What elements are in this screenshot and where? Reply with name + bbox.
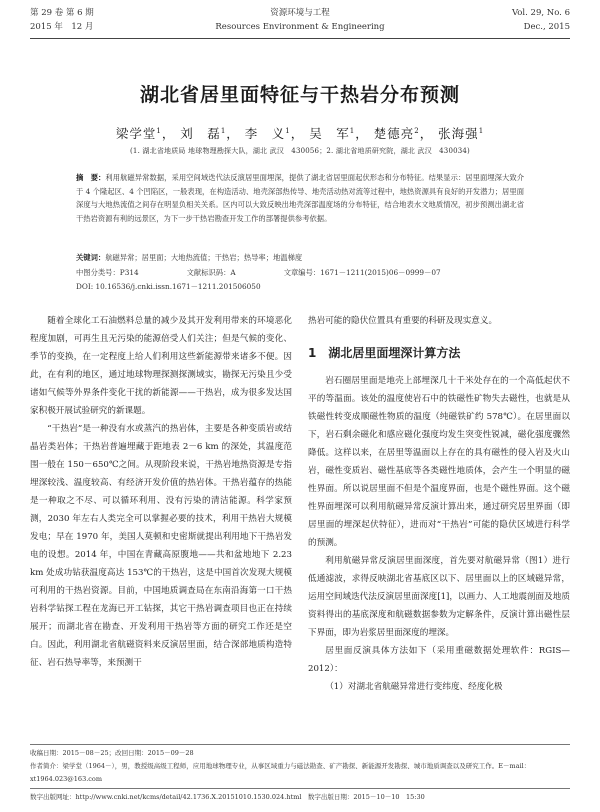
abstract-label: 摘 要： (76, 173, 106, 182)
author-affiliation-mark: 1 (349, 126, 356, 135)
author-affiliation-mark: 1 (156, 126, 162, 135)
author-affiliation-mark: 1 (285, 126, 291, 135)
abstract (76, 171, 524, 225)
doi: DOI: 10.16536/j.cnki.issn.1671－1211.201506050 (76, 282, 261, 291)
abstract-text: 利用航磁异常数据，采用空间域迭代法反演居里面埋深，提供了湖北省居里面起伏形态和分布特征。结果显示：居里面埋深大致介于 4 个隆起区、4 个凹陷区，一般表现，在构造活动、地壳深部热传导、地壳活动热对流等过程中，地热资源具有良好的开发潜力；居里面深度与大地热流值之间存在明显负相关关系。区内可以大致反映出地壳深部温度场的分布特征，结合地表水文地质情况，初步预测出湖北省干热岩资源有利的远景区，为下一步干热岩勘查开发工作的部署提供参考依据。 (76, 173, 525, 223)
author-bio: 作者简介：梁学堂（1964－），男，教授级高级工程师，应用地球物理专业，从事区域重力与磁法勘查、矿产勘探、新能源开发勘探、城市地质调查以及研究工作。E－mail：xt1964.023@163.com (30, 762, 531, 783)
footnotes (30, 744, 570, 804)
author-list: 梁学堂$^1$， 刘 磊$^1$， 李 义$^1$， 吴 军$^1$， 楚德亮$^2$， 张海强$^1$ (115, 126, 485, 141)
cnki-info: 数字出版网址：http://www.cnki.net/kcms/detail/42.1736.X.20151010.1530.024.html 数字出版日期：2015－10－10 15:30 (30, 788, 570, 804)
author-name: 刘 磊 (180, 126, 221, 141)
body-paragraph: 利用航磁异常反演居里面深度，首先要对航磁异常（图1）进行低通滤波，求得反映湖北省基底区以下、居里面以上的区域磁异常，运用空间域迭代法反演居里面深度[1]，以画力、人工地震剖面及地质资料得出的基底深度和航磁数据参数为定解条件，反演计算出磁性层下界面，即为岩浆居里面深度的埋深。 (308, 556, 570, 638)
keywords (76, 253, 524, 263)
author-affiliation-mark: 1 (220, 126, 227, 135)
author-name: 张海强 (438, 126, 479, 141)
body-paragraph: （1）对湖北省航磁异常进行变纬度、经度化极 (325, 682, 503, 692)
body-paragraph-continued: 热岩可能的隐伏位置具有重要的科研及现实意义。 (308, 316, 498, 326)
body-paragraph: 随着全球化工石油燃料总量的减少及其开发利用带来的环境恶化程度加剧，可再生且无污染的能源倍受人们关注；但是气候的变化、季节的变换，在一定程度上给人们利用这些新能源带来诸多不便。因此，在有利的地区，通过地球物理探测探测域实，勘探无污染且少受诸如气候等外界条件变化干扰的新能源——干热岩，成为很多发达国家积极开展试验研究的新课题。 (30, 316, 292, 416)
article-meta (76, 268, 524, 278)
article-number: 文章编号：1671－1211(2015)06－0999－07 (283, 268, 441, 277)
body-paragraph: 居里面反演具体方法如下（采用重磁数据处理软件：RGIS—2012）： (308, 646, 570, 674)
body-paragraph: 岩石圈居里面是地壳上部埋深几十千米处存在的一个高低起伏不平的等温面。该处的温度使岩石中的铁磁性矿物失去磁性，也就是从铁磁性转变成顺磁性物质的温度（纯磁铁矿约 578℃）。在居里面以下，岩石剩余磁化和感应磁化强度均发生突变性锐减，磁化强度骤然降低。这样以来，在居里等温面以上存在的具有磁性的侵入岩及火山岩，磁性变质岩、磁性基底等各类磁性地质体，会产生一个明显的磁性界面。所以说居里面不但是个温度界面，也是个磁性界面。这个磁性界面埋深可以利用航磁异常反演计算出来，通过研究居里界面（即居里面的埋深起伏特征），进而对“干热岩”可能的隐伏区域进行科学的预测。 (308, 376, 570, 548)
volume-en: Vol. 29, No. 6 (511, 8, 570, 18)
author-name: 李 义 (244, 126, 286, 141)
body-paragraph: “干热岩”是一种没有水或蒸汽的热岩体，主要是各种变质岩或结晶岩类岩体；干热岩普遍埋藏于距地表 2－6 km 的深处，其温度范围一般在 150－650℃之间。从现阶段来说，干热岩地热资源是专指埋深较浅、温度较高、有经济开发价值的热岩体。干热岩蕴存的热能是一种取之不尽、可以循环利用、没有污染的清洁能源。科学家预测，2030 年左右人类完全可以掌握必要的技术，利用干热岩大规模发电；早在 1970 年，美国人莫顿和史密斯就提出利用地下干热岩发电的设想。2014 年，中国在青藏高原腹地——共和盆地地下 2.23 km 处成功钻获温度高达 153℃的干热岩，这是中国首次发现大规模可利用的干热岩资源。目前，中国地质调查局在东南沿海第一口干热岩科学钻探工程在龙海已开工钻探，其它干热岩调查项目也正在持续展开；而湖北省在勘查、开发利用干热岩等方面的研究工作还是空白。因此，利用湖北省航磁资料来反演居里面，结合深部地质构造特征、岩石热导率等，来预测干 (30, 424, 292, 668)
author-affiliation-mark: 1 (478, 126, 485, 135)
date-cn: 2015 年 12 月 (30, 22, 94, 32)
volume-cn: 第 29 卷 第 6 期 (30, 8, 94, 18)
author-name: 楚德亮 (373, 126, 415, 141)
header-divider (30, 38, 570, 39)
keywords-text: 航磁异常；居里面；大地热流值；干热岩；热导率；地温梯度 (105, 253, 303, 262)
document-code: 文献标识码：A (186, 268, 236, 277)
author-affiliation-mark: 2 (414, 126, 420, 135)
affiliation: (1. 湖北省地质局 地球物理勘探大队，湖北 武汉 430056；2. 湖北省地质研究院，湖北 武汉 430034) (130, 147, 470, 155)
page-header (30, 6, 570, 50)
received-date: 收稿日期：2015－08－25；改回日期：2015－09－28 (30, 749, 194, 757)
clc-number: 中图分类号：P314 (76, 268, 139, 277)
body-column-left (30, 312, 292, 672)
journal-name-cn: 资源环境与工程 (270, 8, 330, 18)
author-name: 梁学堂 (115, 126, 157, 141)
body-column-right (308, 312, 570, 696)
paper-title: 湖北省居里面特征与干热岩分布预测 (139, 84, 460, 106)
author-name: 吴 军 (309, 126, 350, 141)
keywords-label: 关键词： (76, 253, 106, 262)
date-en: Dec., 2015 (523, 22, 570, 32)
section-heading: 1 湖北居里面埋深计算方法 (308, 346, 461, 360)
journal-name-en: Resources Environment & Engineering (215, 22, 385, 32)
